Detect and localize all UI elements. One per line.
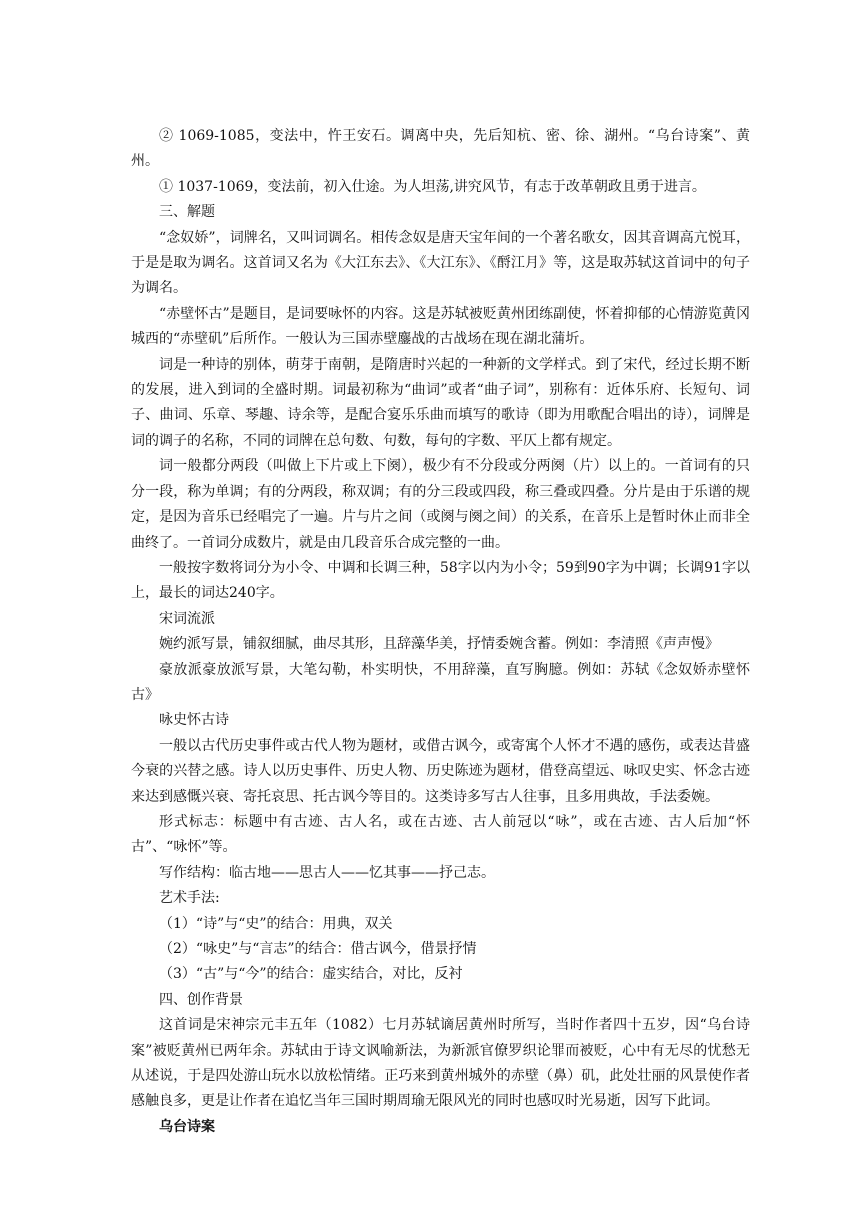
paragraph-niannujiao: “念奴娇”，词牌名，又叫词调名。相传念奴是唐天宝年间的一个著名歌女，因其音调高亢悦耳，于是是取为调名。这首词又名为《大江东去》、《大江东》、《酹江月》等，这是取苏轼这首词中的句子为调名。 [131, 229, 750, 297]
paragraph-ci-origin: 词是一种诗的别体，萌芽于南朝，是隋唐时兴起的一种新的文学样式。到了宋代，经过长期不断的发展，进入到词的全盛时期。词最初称为“曲词”或者“曲子词”，别称有：近体乐府、长短句、词子、曲词、乐章、琴趣、诗余等，是配合宴乐乐曲而填写的歌诗（即为用歌配合唱出的诗），词牌是词的调子的名称，不同的词牌在总句数、句数，每句的字数、平仄上都有规定。 [131, 356, 750, 449]
heading-yongshi-huaigu: 咏史怀古诗 [159, 712, 229, 729]
paragraph-techniques-label: 艺术手法: [159, 890, 220, 907]
paragraph-wanyue: 婉约派写景，铺叙细腻，曲尽其形，且辞藻华美，抒情委婉含蓄。例如：李清照《声声慢》 [159, 636, 719, 653]
heading-song-ci-schools: 宋词流派 [159, 610, 215, 627]
paragraph-haofang: 豪放派豪放派写景，大笔勾勒，朴实明快，不用辞藻，直写胸臆。例如：苏轼《念奴娇赤壁怀古》 [131, 661, 750, 703]
section-heading-jieti: 三、解题 [159, 204, 215, 221]
paragraph-structure: 写作结构：临古地——思古人——忆其事——抒己志。 [159, 864, 495, 881]
heading-wutai-shian: 乌台诗案 [159, 1118, 215, 1135]
paragraph-ci-sections: 词一般都分两段（叫做上下片或上下阕），极少有不分段或分两阕（片）以上的。一首词有的只分一段，称为单调；有的分两段，称双调；有的分三段或四段，称三叠或四叠。分片是由于乐谱的规定，是因为音乐已经唱完了一遍。片与片之间（或阕与阕之间）的关系，在音乐上是暂时休止而非全曲终了。一首词分成数片，就是由几段音乐合成完整的一曲。 [131, 458, 750, 551]
list-item-technique-2: （2）“咏史”与“言志”的结合：借古讽今，借景抒情 [159, 941, 477, 957]
paragraph-ci-length: 一般按字数将词分为小令、中调和长调三种，58字以内为小令；59到90字为中调；长调91字以上，最长的词达240字。 [131, 559, 750, 602]
list-item-technique-3: （3）“古”与“今”的结合：虚实结合，对比，反衬 [159, 966, 463, 983]
list-item-technique-1: （1）“诗”与“史”的结合：用典，双关 [159, 915, 393, 932]
paragraph-background: 这首词是宋神宗元丰五年（1082）七月苏轼谪居黄州时所写，当时作者四十五岁，因“乌台诗案”被贬黄州已两年余。苏轼由于诗文讽喻新法，为新派官僚罗织论罪而被贬，心中有无尽的忧愁无从述说，于是四处游山玩水以放松情绪。正巧来到黄州城外的赤壁（鼻）矶，此处壮丽的风景使作者感触良多，更是让作者在追忆当年三国时期周瑜无限风光的同时也感叹时光易逝，因写下此词。 [131, 1017, 750, 1110]
section-heading-background: 四、创作背景 [159, 991, 243, 1008]
paragraph-yongshi-intro: 一般以古代历史事件或古代人物为题材，或借古讽今，或寄寓个人怀才不遇的感伤，或表达昔盛今衰的兴替之感。诗人以历史事件、历史人物、历史陈迹为题材，借登高望远、咏叹史实、怀念古迹来达到感慨兴衰、寄托哀思、托古讽今等目的。这类诗多写古人往事，且多用典故，手法委婉。 [131, 737, 750, 805]
paragraph-period-1: ① 1037-1069，变法前，初入仕途。为人坦荡,讲究风节，有志于改革朝政且勇于进言。 [159, 178, 706, 195]
paragraph-period-2: ② 1069-1085，变法中，忤王安石。调离中央，先后知杭、密、徐、湖州。“乌台诗案”、黄州。 [131, 128, 750, 170]
paragraph-chibi-huaigu: “赤壁怀古”是题目，是词要咏怀的内容。这是苏轼被贬黄州团练副使，怀着抑郁的心情游览黄冈城西的“赤壁矶”后所作。一般认为三国赤壁鏖战的古战场在现在湖北蒲圻。 [131, 305, 750, 348]
paragraph-form-marker: 形式标志：标题中有古迹、古人名，或在古迹、古人前冠以“咏”，或在古迹、古人后加“怀古”、“咏怀”等。 [131, 813, 750, 856]
